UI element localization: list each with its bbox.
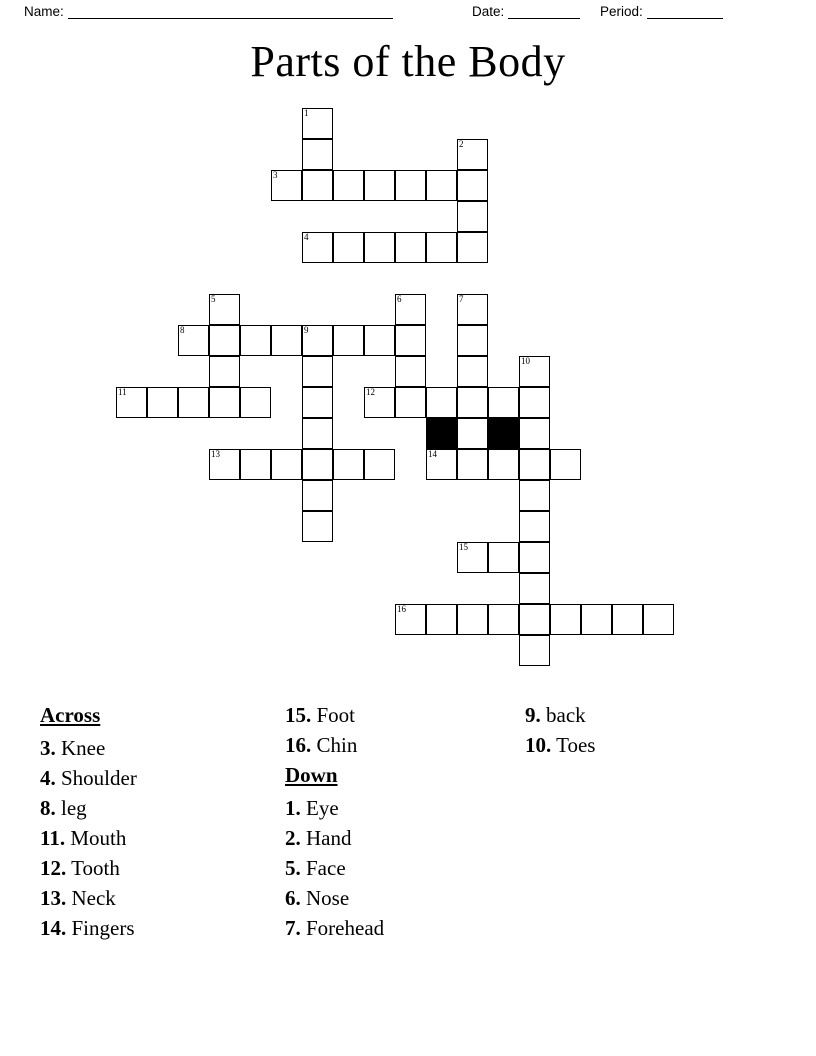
grid-cell[interactable] bbox=[333, 232, 364, 263]
grid-cell[interactable] bbox=[271, 325, 302, 356]
page-title: Parts of the Body bbox=[250, 37, 566, 86]
clue-item bbox=[285, 913, 525, 943]
clue-text: Face bbox=[300, 856, 346, 880]
cell-number: 15 bbox=[459, 542, 468, 552]
grid-cell[interactable] bbox=[457, 294, 488, 325]
grid-cell[interactable] bbox=[426, 387, 457, 418]
clue-text: Knee bbox=[55, 736, 106, 760]
cell-number: 7 bbox=[459, 294, 464, 304]
clue-number: 6. bbox=[285, 886, 301, 910]
grid-cell[interactable] bbox=[302, 232, 333, 263]
grid-cell[interactable] bbox=[333, 449, 364, 480]
grid-cell[interactable] bbox=[364, 449, 395, 480]
clue-item bbox=[525, 700, 775, 730]
clue-number: 5. bbox=[285, 856, 301, 880]
clue-item bbox=[285, 793, 525, 823]
clue-lists bbox=[40, 700, 780, 980]
grid-cell[interactable] bbox=[519, 635, 550, 666]
clue-number: 15. bbox=[285, 703, 312, 727]
clue-text: Foot bbox=[311, 703, 356, 727]
cell-number: 3 bbox=[273, 170, 278, 180]
cell-number: 9 bbox=[304, 325, 309, 335]
grid-cell[interactable] bbox=[457, 139, 488, 170]
grid-cell[interactable] bbox=[178, 325, 209, 356]
grid-cell[interactable] bbox=[364, 170, 395, 201]
grid-cell[interactable] bbox=[488, 542, 519, 573]
clue-number: 12. bbox=[40, 856, 67, 880]
grid-cell[interactable] bbox=[302, 480, 333, 511]
clue-item bbox=[40, 763, 280, 793]
crossword-grid[interactable] bbox=[0, 100, 816, 700]
grid-cell[interactable] bbox=[612, 604, 643, 635]
clue-number: 4. bbox=[40, 766, 56, 790]
clue-text: Forehead bbox=[300, 916, 385, 940]
grid-cell[interactable] bbox=[364, 387, 395, 418]
grid-cell[interactable] bbox=[426, 449, 457, 480]
grid-cell[interactable] bbox=[333, 170, 364, 201]
grid-cell[interactable] bbox=[426, 232, 457, 263]
date-field-group bbox=[472, 4, 580, 19]
clue-number: 2. bbox=[285, 826, 301, 850]
grid-cell[interactable] bbox=[550, 449, 581, 480]
grid-cell[interactable] bbox=[116, 387, 147, 418]
grid-cell[interactable] bbox=[178, 387, 209, 418]
grid-cell[interactable] bbox=[457, 387, 488, 418]
date-input-rule[interactable] bbox=[508, 6, 580, 19]
clue-text: leg bbox=[55, 796, 87, 820]
grid-cell[interactable] bbox=[457, 604, 488, 635]
grid-cell[interactable] bbox=[395, 294, 426, 325]
grid-cell[interactable] bbox=[519, 542, 550, 573]
clue-item bbox=[40, 823, 280, 853]
clue-section-heading: Down bbox=[285, 763, 338, 787]
clue-item bbox=[40, 913, 280, 943]
grid-cell[interactable] bbox=[395, 325, 426, 356]
grid-cell[interactable] bbox=[302, 387, 333, 418]
clue-text: Neck bbox=[66, 886, 116, 910]
grid-cell[interactable] bbox=[550, 604, 581, 635]
clue-number: 16. bbox=[285, 733, 312, 757]
clue-section-heading: Across bbox=[40, 703, 101, 727]
cell-number: 16 bbox=[397, 604, 406, 614]
cell-number: 10 bbox=[521, 356, 530, 366]
grid-cell[interactable] bbox=[395, 356, 426, 387]
cell-number: 8 bbox=[180, 325, 185, 335]
name-input-rule[interactable] bbox=[68, 6, 393, 19]
grid-cell[interactable] bbox=[395, 387, 426, 418]
clue-item bbox=[285, 700, 525, 730]
grid-cell[interactable] bbox=[519, 604, 550, 635]
grid-cell[interactable] bbox=[271, 449, 302, 480]
clue-number: 8. bbox=[40, 796, 56, 820]
clue-text: Mouth bbox=[65, 826, 127, 850]
grid-cell[interactable] bbox=[519, 573, 550, 604]
grid-cell[interactable] bbox=[457, 542, 488, 573]
grid-cell[interactable] bbox=[457, 170, 488, 201]
cell-number: 14 bbox=[428, 449, 437, 459]
grid-cell[interactable] bbox=[209, 294, 240, 325]
clue-number: 3. bbox=[40, 736, 56, 760]
grid-block bbox=[426, 418, 457, 449]
grid-cell[interactable] bbox=[147, 387, 178, 418]
clue-number: 13. bbox=[40, 886, 67, 910]
grid-cell[interactable] bbox=[209, 387, 240, 418]
grid-cell[interactable] bbox=[519, 418, 550, 449]
clue-text: back bbox=[540, 703, 586, 727]
cell-number: 12 bbox=[366, 387, 375, 397]
grid-cell[interactable] bbox=[488, 604, 519, 635]
clue-number: 10. bbox=[525, 733, 552, 757]
clue-item bbox=[40, 883, 280, 913]
grid-cell[interactable] bbox=[395, 604, 426, 635]
grid-cell[interactable] bbox=[333, 325, 364, 356]
clue-item bbox=[40, 853, 280, 883]
grid-cell[interactable] bbox=[302, 325, 333, 356]
period-label: Period: bbox=[600, 4, 643, 19]
date-label: Date: bbox=[472, 4, 505, 19]
cell-number: 6 bbox=[397, 294, 402, 304]
grid-cell[interactable] bbox=[519, 387, 550, 418]
grid-cell[interactable] bbox=[457, 356, 488, 387]
grid-cell[interactable] bbox=[209, 325, 240, 356]
clue-text: Chin bbox=[311, 733, 358, 757]
name-label: Name: bbox=[24, 4, 64, 19]
name-field-group bbox=[24, 4, 393, 19]
clue-item bbox=[285, 823, 525, 853]
clue-text: Tooth bbox=[66, 856, 120, 880]
grid-block bbox=[488, 418, 519, 449]
grid-cell[interactable] bbox=[457, 449, 488, 480]
clue-number: 11. bbox=[40, 826, 66, 850]
grid-cell[interactable] bbox=[426, 170, 457, 201]
clue-text: Shoulder bbox=[55, 766, 137, 790]
clue-column-across bbox=[40, 700, 280, 943]
grid-cell[interactable] bbox=[209, 449, 240, 480]
grid-cell[interactable] bbox=[364, 232, 395, 263]
clue-number: 1. bbox=[285, 796, 301, 820]
grid-cell[interactable] bbox=[519, 449, 550, 480]
grid-cell[interactable] bbox=[519, 480, 550, 511]
clue-item bbox=[40, 793, 280, 823]
grid-cell[interactable] bbox=[519, 511, 550, 542]
clue-item bbox=[40, 733, 280, 763]
period-input-rule[interactable] bbox=[647, 6, 723, 19]
clue-item bbox=[525, 730, 775, 760]
grid-cell[interactable] bbox=[395, 232, 426, 263]
grid-cell[interactable] bbox=[209, 356, 240, 387]
period-field-group bbox=[600, 4, 723, 19]
grid-cell[interactable] bbox=[240, 449, 271, 480]
grid-cell[interactable] bbox=[271, 170, 302, 201]
cell-number: 4 bbox=[304, 232, 309, 242]
grid-cell[interactable] bbox=[519, 356, 550, 387]
grid-cell[interactable] bbox=[643, 604, 674, 635]
grid-cell[interactable] bbox=[302, 356, 333, 387]
clue-text: Toes bbox=[551, 733, 596, 757]
grid-cell[interactable] bbox=[457, 201, 488, 232]
clue-number: 14. bbox=[40, 916, 67, 940]
grid-cell[interactable] bbox=[488, 387, 519, 418]
clue-number: 9. bbox=[525, 703, 541, 727]
clue-column-right bbox=[525, 700, 775, 760]
clue-text: Nose bbox=[300, 886, 350, 910]
grid-cell[interactable] bbox=[457, 325, 488, 356]
grid-cell[interactable] bbox=[302, 139, 333, 170]
clue-text: Hand bbox=[300, 826, 352, 850]
grid-cell[interactable] bbox=[302, 511, 333, 542]
grid-cell[interactable] bbox=[240, 387, 271, 418]
worksheet-header bbox=[0, 0, 816, 26]
grid-cell[interactable] bbox=[395, 170, 426, 201]
clue-column-middle bbox=[285, 700, 525, 943]
grid-cell[interactable] bbox=[581, 604, 612, 635]
cell-number: 5 bbox=[211, 294, 216, 304]
cell-number: 2 bbox=[459, 139, 464, 149]
clue-text: Eye bbox=[300, 796, 339, 820]
grid-cell[interactable] bbox=[240, 325, 271, 356]
grid-cell[interactable] bbox=[302, 449, 333, 480]
clue-item bbox=[285, 730, 525, 760]
grid-cell[interactable] bbox=[426, 604, 457, 635]
clue-text: Fingers bbox=[66, 916, 135, 940]
cell-number: 11 bbox=[118, 387, 127, 397]
grid-cell[interactable] bbox=[488, 449, 519, 480]
clue-item bbox=[285, 883, 525, 913]
grid-cell[interactable] bbox=[457, 232, 488, 263]
grid-cell[interactable] bbox=[302, 108, 333, 139]
cell-number: 13 bbox=[211, 449, 220, 459]
grid-cell[interactable] bbox=[302, 170, 333, 201]
grid-cell[interactable] bbox=[364, 325, 395, 356]
clue-item bbox=[285, 853, 525, 883]
cell-number: 1 bbox=[304, 108, 309, 118]
clue-number: 7. bbox=[285, 916, 301, 940]
grid-cell[interactable] bbox=[457, 418, 488, 449]
grid-cell[interactable] bbox=[302, 418, 333, 449]
